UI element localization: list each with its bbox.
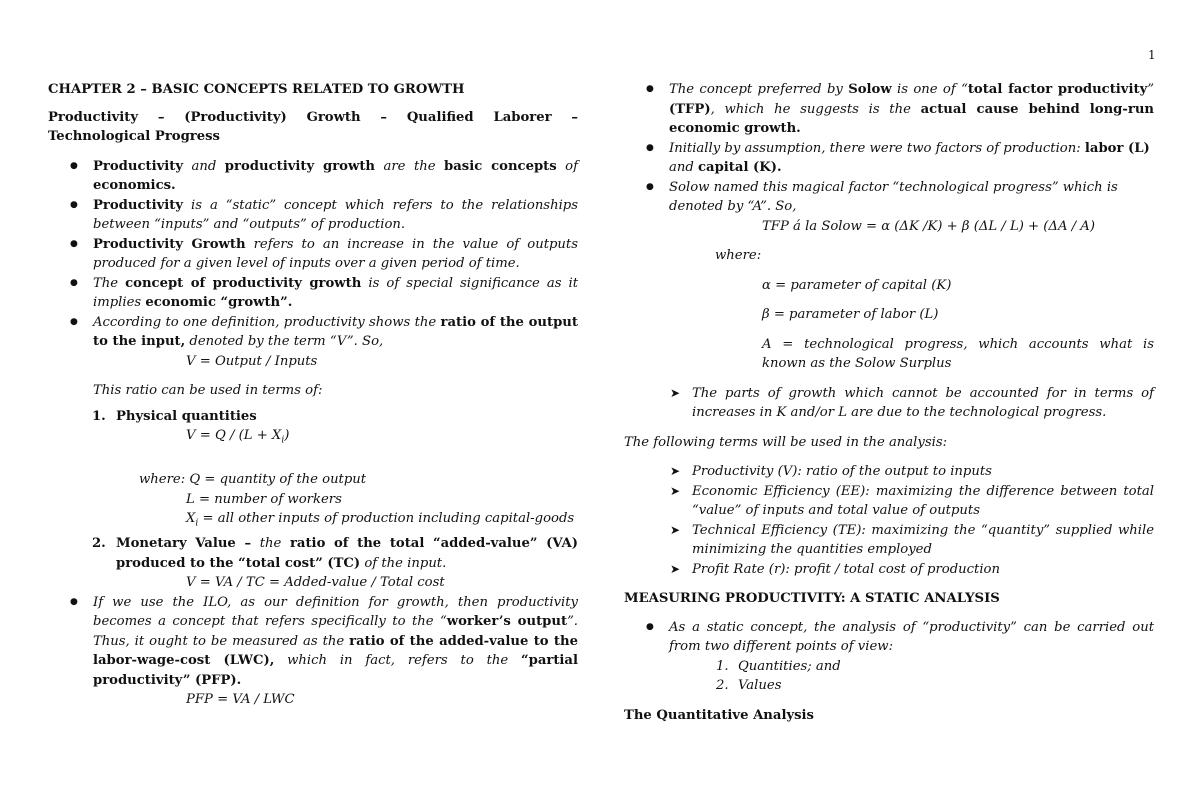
quantitative-analysis-title: The Quantitative Analysis (624, 707, 814, 723)
sub-values: 2. Values (716, 678, 782, 693)
bullet-concept-growth: ● The concept of productivity growth is of special significance as it implies economic “growth”. (48, 274, 578, 313)
arrow-profit-rate: ➤ Profit Rate (r): profit / total cost of production (624, 560, 1154, 580)
bullet-technological-progress: ● Solow named this magical factor “technological progress” which is denoted by “A”. So, (624, 178, 1154, 217)
bullet-productivity-growth: ● Productivity Growth refers to an increase in the value of outputs produced for a given level of inputs over a given period of time. (48, 235, 578, 274)
bullet-ratio-definition: ● According to one definition, productivity shows the ratio of the output to the input, denoted by the term “V”. So, (48, 313, 578, 352)
arrow-technical-efficiency: ➤ Technical Efficiency (TE): maximizing the “quantity” supplied while minimizing the quantities employed (624, 521, 1154, 560)
where-x: $X_i$ = all other inputs of production including capital-goods (186, 511, 575, 529)
page-number: 1 (1148, 48, 1156, 62)
arrow-productivity: ➤ Productivity (V): ratio of the output to inputs (624, 462, 1154, 482)
numbered-physical-quantities: 1. Physical quantities (92, 408, 257, 424)
left-column (48, 80, 578, 710)
sub-quantities: 1. Quantities; and (716, 658, 841, 674)
formula-v-output-inputs: V = Output / Inputs (186, 353, 318, 369)
bullet-ilo-definition: ● If we use the ILO, as our definition for growth, then productivity becomes a concept that refers specifically to the “worker’s output”. Thus, it ought to be measured as the ratio of the added-value to the labor-wage-cost (LWC), which in fact, refers to the “partial productivity” (PFP). (48, 593, 578, 691)
where-q: where: Q = quantity of the output (139, 472, 367, 488)
beta-definition: β = parameter of labor (L) (762, 307, 939, 322)
ratio-intro: This ratio can be used in terms of: (93, 383, 323, 398)
numbered-monetary-value: 2. Monetary Value – the ratio of the total “added-value” (VA) produced to the “total cost” (TC) of the input. (92, 536, 579, 571)
bullet-solow-tfp: ● The concept preferred by Solow is one of “total factor productivity” (TFP), which he suggests is the actual cause behind long-run economic growth. (624, 80, 1154, 139)
right-column (624, 80, 1154, 734)
arrow-growth-parts: ➤ The parts of growth which cannot be accounted for in terms of increases in K and/or L are due to the technological progress. (624, 384, 1154, 423)
alpha-definition: α = parameter of capital (K) (762, 277, 952, 293)
bullet-static-concept: ● As a static concept, the analysis of “productivity” can be carried out from two different points of view: (624, 618, 1154, 657)
arrow-economic-efficiency: ➤ Economic Efficiency (EE): maximizing the difference between total “value” of inputs and total value of outputs (624, 482, 1154, 521)
measuring-productivity-title: MEASURING PRODUCTIVITY: A STATIC ANALYSIS (624, 591, 1000, 606)
bullet-productivity-basics: ● Productivity and productivity growth are the basic concepts of economics. (48, 157, 578, 196)
where-l: L = number of workers (186, 491, 342, 507)
a-definition: A = technological progress, which accounts what is known as the Solow Surplus (762, 336, 1154, 371)
formula-monetary: V = VA / TC = Added-value / Total cost (186, 575, 445, 591)
section-title: Productivity – (Productivity) Growth – Qualified Laborer – Technological Progress (48, 109, 578, 144)
bullet-factors-of-production: ● Initially by assumption, there were two factors of production: labor (L) and capital (K). (624, 139, 1154, 178)
formula-physical: $V = Q / (L + X_i)$ (186, 428, 290, 446)
bullet-productivity-static: ● Productivity is a “static” concept which refers to the relationships between “inputs” and “outputs” of production. (48, 196, 578, 235)
terms-intro: The following terms will be used in the analysis: (624, 434, 948, 450)
formula-pfp: PFP = VA / LWC (186, 692, 295, 708)
where-label: where: (715, 248, 762, 263)
formula-tfp-solow: TFP á la Solow = α (ΔK /K) + β (ΔL / L) + (ΔA / A) (762, 218, 1095, 234)
chapter-title: CHAPTER 2 – BASIC CONCEPTS RELATED TO GROWTH (48, 82, 465, 97)
